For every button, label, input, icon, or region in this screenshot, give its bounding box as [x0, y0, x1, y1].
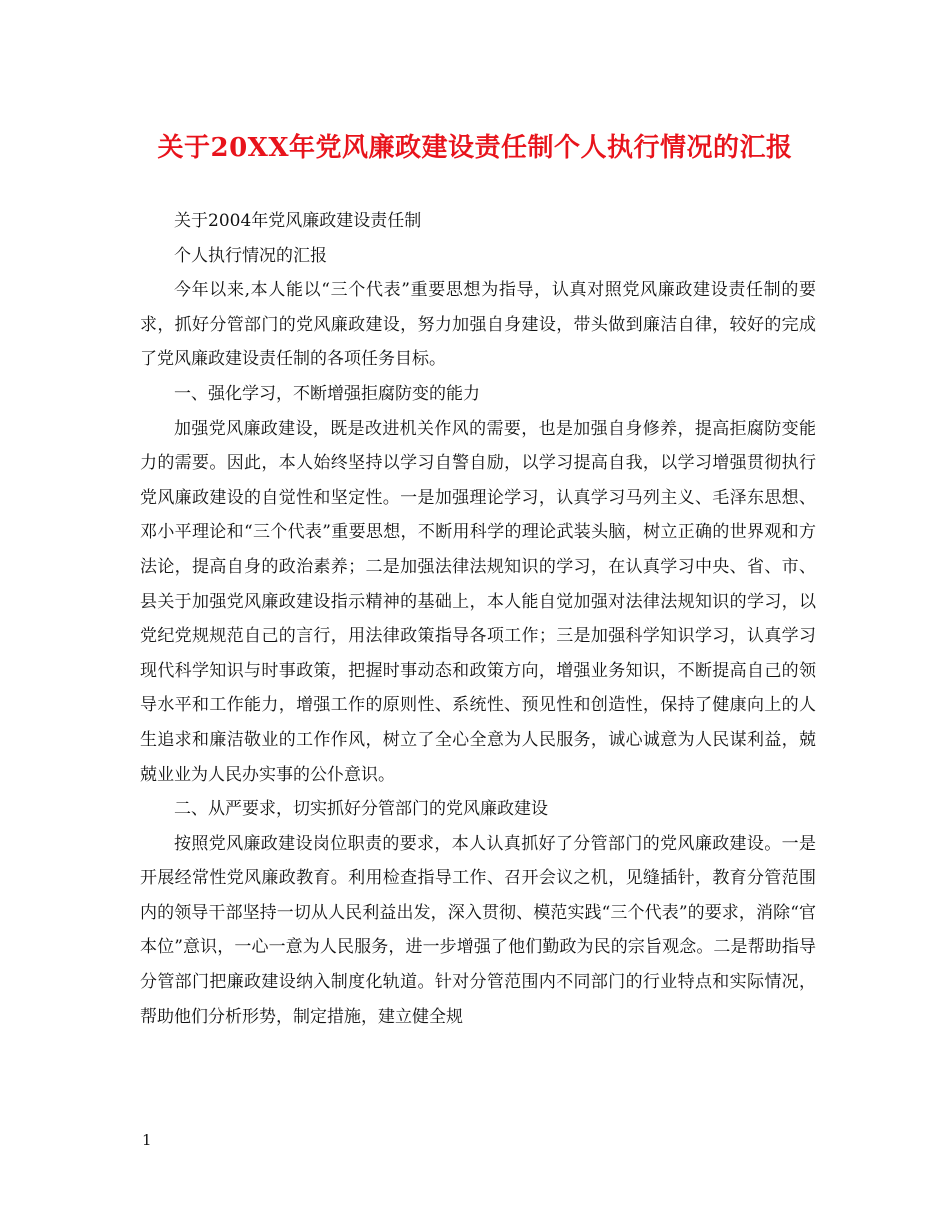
section-heading-1: 一、强化学习，不断增强拒腐防变的能力 [174, 383, 480, 404]
paragraph-intro: 今年以来,本人能以“三个代表”重要思想为指导，认真对照党风廉政建设责任制的要求，抓好分管部门的党风廉政建设，努力加强自身建设，带头做到廉洁自律，较好的完成了党风廉政建设责任制的各项任务目标。 [140, 280, 816, 370]
page-number: 1 [142, 1131, 152, 1149]
paragraph-section-2: 按照党风廉政建设岗位职责的要求，本人认真抓好了分管部门的党风廉政建设。一是开展经常性党风廉政教育。利用检查指导工作、召开会议之机，见缝插针，教育分管范围内的领导干部坚持一切从人民利益出发，深入贯彻、模范实践“三个代表”的要求，消除“官本位”意识，一心一意为人民服务，进一步增强了他们勤政为民的宗旨观念。二是帮助指导分管部门把廉政建设纳入制度化轨道。针对分管范围内不同部门的行业特点和实际情况，帮助他们分析形势，制定措施，建立健全规 [140, 833, 816, 1027]
document-title: 关于20XX年党风廉政建设责任制个人执行情况的汇报 [157, 133, 793, 163]
paragraph-section-1: 加强党风廉政建设，既是改进机关作风的需要，也是加强自身修养，提高拒腐防变能力的需要。因此，本人始终坚持以学习自警自励，以学习提高自我，以学习增强贯彻执行党风廉政建设的自觉性和坚定性。一是加强理论学习，认真学习马列主义、毛泽东思想、邓小平理论和“三个代表”重要思想，不断用科学的理论武装头脑，树立正确的世界观和方法论，提高自身的政治素养；二是加强法律法规知识的学习，在认真学习中央、省、市、县关于加强党风廉政建设指示精神的基础上，本人能自觉加强对法律法规知识的学习，以党纪党规规范自己的言行，用法律政策指导各项工作；三是加强科学知识学习，认真学习现代科学知识与时事政策，把握时事动态和政策方向，增强业务知识，不断提高自己的领导水平和工作能力，增强工作的原则性、系统性、预见性和创造性，保持了健康向上的人生追求和廉洁敬业的工作作风，树立了全心全意为人民服务，诚心诚意为人民谋利益，兢兢业业为人民办实事的公仆意识。 [140, 418, 816, 785]
section-heading-2: 二、从严要求，切实抓好分管部门的党风廉政建设 [174, 799, 548, 820]
document-body [140, 204, 816, 1034]
paragraph-subtitle-line-1: 关于2004年党风廉政建设责任制 [174, 211, 422, 231]
paragraph-subtitle-line-2: 个人执行情况的汇报 [174, 245, 327, 266]
